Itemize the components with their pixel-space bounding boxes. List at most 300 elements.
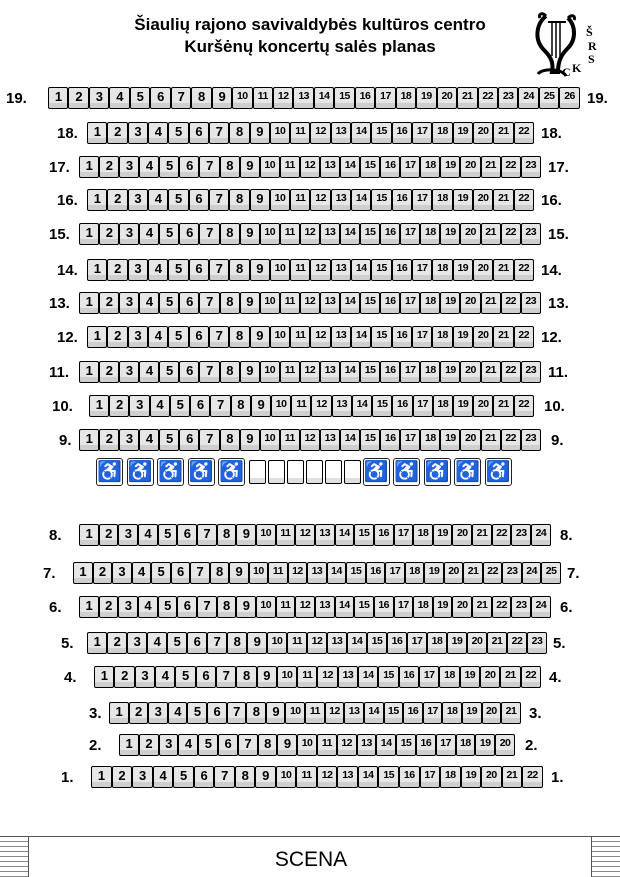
- seat[interactable]: 6: [179, 429, 199, 451]
- seat[interactable]: 14: [358, 766, 379, 788]
- seat[interactable]: 6: [189, 259, 209, 281]
- seat[interactable]: 3: [119, 223, 139, 245]
- seat[interactable]: 8: [227, 632, 247, 654]
- seat[interactable]: 15: [371, 259, 391, 281]
- seat[interactable]: 16: [416, 734, 436, 756]
- seat[interactable]: 4: [132, 562, 152, 584]
- wheelchair-icon[interactable]: ♿: [218, 458, 245, 486]
- seat[interactable]: 7: [209, 259, 229, 281]
- seat[interactable]: 4: [153, 766, 174, 788]
- seat[interactable]: 13: [357, 734, 377, 756]
- seat[interactable]: 3: [135, 666, 155, 688]
- seat[interactable]: 1: [79, 596, 99, 618]
- seat[interactable]: 14: [358, 666, 378, 688]
- seat[interactable]: 7: [199, 156, 219, 178]
- seat[interactable]: 2: [93, 562, 113, 584]
- seat[interactable]: 9: [250, 259, 270, 281]
- seat[interactable]: 20: [444, 562, 464, 584]
- seat[interactable]: 11: [290, 122, 310, 144]
- seat[interactable]: 16: [392, 395, 412, 417]
- seat[interactable]: 20: [437, 87, 457, 109]
- seat[interactable]: 24: [522, 562, 542, 584]
- seat[interactable]: 17: [385, 562, 405, 584]
- seat[interactable]: 20: [460, 223, 480, 245]
- seat[interactable]: 21: [472, 596, 492, 618]
- seat[interactable]: 14: [335, 596, 355, 618]
- seat[interactable]: 5: [159, 429, 179, 451]
- seat[interactable]: 2: [114, 666, 134, 688]
- seat[interactable]: 11: [305, 702, 325, 724]
- seat[interactable]: 12: [288, 562, 308, 584]
- seat[interactable]: 4: [178, 734, 198, 756]
- seat[interactable]: 9: [212, 87, 232, 109]
- seat[interactable]: 10: [232, 87, 252, 109]
- seat[interactable]: 11: [291, 395, 311, 417]
- seat[interactable]: 8: [210, 562, 230, 584]
- seat[interactable]: 15: [354, 596, 374, 618]
- seat[interactable]: 5: [168, 326, 188, 348]
- seat[interactable]: 14: [351, 259, 371, 281]
- seat[interactable]: 6: [218, 734, 238, 756]
- seat[interactable]: 6: [189, 326, 209, 348]
- empty-seat[interactable]: [344, 460, 361, 484]
- seat[interactable]: 23: [521, 156, 541, 178]
- seat[interactable]: 12: [307, 632, 327, 654]
- seat[interactable]: 18: [456, 734, 476, 756]
- wheelchair-icon[interactable]: ♿: [127, 458, 154, 486]
- wheelchair-icon[interactable]: ♿: [424, 458, 451, 486]
- seat[interactable]: 14: [340, 156, 360, 178]
- seat[interactable]: 10: [276, 766, 297, 788]
- seat[interactable]: 11: [290, 259, 310, 281]
- seat[interactable]: 2: [99, 596, 119, 618]
- seat[interactable]: 19: [462, 702, 482, 724]
- seat[interactable]: 18: [433, 395, 453, 417]
- seat[interactable]: 26: [559, 87, 579, 109]
- seat[interactable]: 10: [270, 122, 290, 144]
- seat[interactable]: 22: [514, 395, 534, 417]
- seat[interactable]: 8: [258, 734, 278, 756]
- seat[interactable]: 4: [148, 189, 168, 211]
- seat[interactable]: 16: [374, 524, 394, 546]
- seat[interactable]: 10: [256, 524, 276, 546]
- seat[interactable]: 10: [260, 429, 280, 451]
- seat[interactable]: 6: [190, 395, 210, 417]
- seat[interactable]: 21: [481, 361, 501, 383]
- seat[interactable]: 8: [220, 429, 240, 451]
- seat[interactable]: 9: [251, 395, 271, 417]
- seat[interactable]: 18: [439, 666, 459, 688]
- seat[interactable]: 17: [400, 361, 420, 383]
- seat[interactable]: 21: [493, 395, 513, 417]
- seat[interactable]: 19: [416, 87, 436, 109]
- seat[interactable]: 8: [217, 596, 237, 618]
- wheelchair-icon[interactable]: ♿: [157, 458, 184, 486]
- seat[interactable]: 11: [280, 156, 300, 178]
- seat[interactable]: 22: [501, 223, 521, 245]
- seat[interactable]: 17: [436, 734, 456, 756]
- seat[interactable]: 17: [400, 292, 420, 314]
- seat[interactable]: 1: [87, 189, 107, 211]
- seat[interactable]: 2: [68, 87, 88, 109]
- seat[interactable]: 21: [481, 429, 501, 451]
- seat[interactable]: 9: [229, 562, 249, 584]
- seat[interactable]: 22: [514, 259, 534, 281]
- seat[interactable]: 15: [346, 562, 366, 584]
- seat[interactable]: 4: [138, 524, 158, 546]
- seat[interactable]: 17: [419, 666, 439, 688]
- seat[interactable]: 21: [457, 87, 477, 109]
- seat[interactable]: 16: [374, 596, 394, 618]
- seat[interactable]: 10: [297, 734, 317, 756]
- seat[interactable]: 19: [433, 524, 453, 546]
- seat[interactable]: 11: [317, 734, 337, 756]
- seat[interactable]: 18: [432, 189, 452, 211]
- seat[interactable]: 18: [432, 122, 452, 144]
- seat[interactable]: 22: [501, 156, 521, 178]
- seat[interactable]: 8: [229, 326, 249, 348]
- seat[interactable]: 7: [197, 596, 217, 618]
- seat[interactable]: 5: [168, 259, 188, 281]
- seat[interactable]: 6: [177, 596, 197, 618]
- wheelchair-icon[interactable]: ♿: [454, 458, 481, 486]
- seat[interactable]: 2: [129, 702, 149, 724]
- seat[interactable]: 9: [236, 524, 256, 546]
- seat[interactable]: 8: [229, 259, 249, 281]
- seat[interactable]: 1: [79, 223, 99, 245]
- seat[interactable]: 20: [481, 766, 502, 788]
- seat[interactable]: 2: [112, 766, 133, 788]
- seat[interactable]: 16: [366, 562, 386, 584]
- seat[interactable]: 3: [128, 326, 148, 348]
- seat[interactable]: 4: [139, 361, 159, 383]
- seat[interactable]: 7: [199, 361, 219, 383]
- seat[interactable]: 8: [229, 189, 249, 211]
- seat[interactable]: 13: [320, 429, 340, 451]
- seat[interactable]: 25: [541, 562, 561, 584]
- seat[interactable]: 21: [493, 326, 513, 348]
- seat[interactable]: 1: [79, 156, 99, 178]
- seat[interactable]: 9: [255, 766, 276, 788]
- seat[interactable]: 16: [380, 292, 400, 314]
- seat[interactable]: 15: [360, 429, 380, 451]
- seat[interactable]: 14: [314, 87, 334, 109]
- seat[interactable]: 3: [119, 156, 139, 178]
- seat[interactable]: 18: [432, 259, 452, 281]
- seat[interactable]: 5: [173, 766, 194, 788]
- seat[interactable]: 15: [360, 361, 380, 383]
- seat[interactable]: 14: [340, 223, 360, 245]
- seat[interactable]: 22: [492, 524, 512, 546]
- seat[interactable]: 9: [247, 632, 267, 654]
- seat[interactable]: 6: [177, 524, 197, 546]
- seat[interactable]: 7: [227, 702, 247, 724]
- seat[interactable]: 21: [463, 562, 483, 584]
- seat[interactable]: 5: [198, 734, 218, 756]
- seat[interactable]: 5: [167, 632, 187, 654]
- seat[interactable]: 7: [197, 524, 217, 546]
- seat[interactable]: 17: [394, 596, 414, 618]
- seat[interactable]: 14: [351, 326, 371, 348]
- seat[interactable]: 10: [249, 562, 269, 584]
- seat[interactable]: 2: [99, 524, 119, 546]
- wheelchair-icon[interactable]: ♿: [363, 458, 390, 486]
- seat[interactable]: 16: [387, 632, 407, 654]
- seat[interactable]: 13: [307, 562, 327, 584]
- seat[interactable]: 10: [260, 156, 280, 178]
- seat[interactable]: 8: [217, 524, 237, 546]
- seat[interactable]: 5: [175, 666, 195, 688]
- seat[interactable]: 20: [473, 259, 493, 281]
- seat[interactable]: 14: [352, 395, 372, 417]
- seat[interactable]: 23: [502, 562, 522, 584]
- seat[interactable]: 8: [236, 666, 256, 688]
- seat[interactable]: 13: [320, 223, 340, 245]
- seat[interactable]: 20: [480, 666, 500, 688]
- seat[interactable]: 5: [158, 524, 178, 546]
- seat[interactable]: 22: [514, 189, 534, 211]
- seat[interactable]: 4: [139, 223, 159, 245]
- seat[interactable]: 22: [522, 766, 543, 788]
- seat[interactable]: 9: [250, 326, 270, 348]
- seat[interactable]: 2: [107, 259, 127, 281]
- empty-seat[interactable]: [268, 460, 285, 484]
- seat[interactable]: 19: [475, 734, 495, 756]
- seat[interactable]: 7: [210, 395, 230, 417]
- seat[interactable]: 19: [453, 122, 473, 144]
- seat[interactable]: 20: [460, 156, 480, 178]
- seat[interactable]: 19: [447, 632, 467, 654]
- seat[interactable]: 17: [407, 632, 427, 654]
- seat[interactable]: 18: [420, 429, 440, 451]
- seat[interactable]: 6: [189, 189, 209, 211]
- seat[interactable]: 7: [209, 326, 229, 348]
- seat[interactable]: 13: [344, 702, 364, 724]
- seat[interactable]: 10: [271, 395, 291, 417]
- seat[interactable]: 6: [150, 87, 170, 109]
- seat[interactable]: 14: [340, 292, 360, 314]
- seat[interactable]: 8: [220, 223, 240, 245]
- seat[interactable]: 4: [139, 292, 159, 314]
- seat[interactable]: 1: [48, 87, 68, 109]
- seat[interactable]: 1: [119, 734, 139, 756]
- empty-seat[interactable]: [249, 460, 266, 484]
- seat[interactable]: 10: [267, 632, 287, 654]
- seat[interactable]: 23: [511, 596, 531, 618]
- seat[interactable]: 7: [209, 122, 229, 144]
- seat[interactable]: 7: [209, 189, 229, 211]
- seat[interactable]: 14: [364, 702, 384, 724]
- seat[interactable]: 1: [87, 122, 107, 144]
- seat[interactable]: 10: [270, 189, 290, 211]
- seat[interactable]: 11: [280, 223, 300, 245]
- seat[interactable]: 16: [392, 189, 412, 211]
- seat[interactable]: 13: [331, 326, 351, 348]
- seat[interactable]: 17: [394, 524, 414, 546]
- seat[interactable]: 2: [99, 223, 119, 245]
- seat[interactable]: 7: [216, 666, 236, 688]
- seat[interactable]: 2: [107, 189, 127, 211]
- seat[interactable]: 2: [139, 734, 159, 756]
- seat[interactable]: 20: [452, 596, 472, 618]
- seat[interactable]: 6: [179, 223, 199, 245]
- seat[interactable]: 7: [190, 562, 210, 584]
- seat[interactable]: 2: [99, 292, 119, 314]
- seat[interactable]: 21: [493, 122, 513, 144]
- seat[interactable]: 13: [338, 666, 358, 688]
- seat[interactable]: 21: [502, 766, 523, 788]
- seat[interactable]: 16: [403, 702, 423, 724]
- seat[interactable]: 4: [139, 156, 159, 178]
- seat[interactable]: 11: [268, 562, 288, 584]
- seat[interactable]: 24: [531, 524, 551, 546]
- seat[interactable]: 19: [433, 596, 453, 618]
- seat[interactable]: 21: [481, 156, 501, 178]
- seat[interactable]: 20: [460, 361, 480, 383]
- seat[interactable]: 11: [290, 326, 310, 348]
- seat[interactable]: 13: [315, 596, 335, 618]
- seat[interactable]: 15: [360, 156, 380, 178]
- seat[interactable]: 18: [440, 766, 461, 788]
- seat[interactable]: 22: [507, 632, 527, 654]
- seat[interactable]: 17: [400, 429, 420, 451]
- seat[interactable]: 8: [235, 766, 256, 788]
- seat[interactable]: 17: [375, 87, 395, 109]
- seat[interactable]: 1: [79, 524, 99, 546]
- seat[interactable]: 3: [159, 734, 179, 756]
- seat[interactable]: 16: [392, 122, 412, 144]
- seat[interactable]: 13: [293, 87, 313, 109]
- seat[interactable]: 10: [260, 361, 280, 383]
- seat[interactable]: 23: [498, 87, 518, 109]
- seat[interactable]: 9: [250, 122, 270, 144]
- wheelchair-icon[interactable]: ♿: [96, 458, 123, 486]
- seat[interactable]: 22: [483, 562, 503, 584]
- seat[interactable]: 19: [440, 292, 460, 314]
- seat[interactable]: 5: [168, 189, 188, 211]
- seat[interactable]: 21: [493, 259, 513, 281]
- seat[interactable]: 14: [351, 122, 371, 144]
- seat[interactable]: 20: [467, 632, 487, 654]
- seat[interactable]: 1: [79, 361, 99, 383]
- seat[interactable]: 10: [260, 292, 280, 314]
- seat[interactable]: 19: [440, 361, 460, 383]
- seat[interactable]: 6: [187, 632, 207, 654]
- seat[interactable]: 9: [257, 666, 277, 688]
- seat[interactable]: 23: [527, 632, 547, 654]
- seat[interactable]: 14: [335, 524, 355, 546]
- seat[interactable]: 6: [196, 666, 216, 688]
- seat[interactable]: 2: [99, 429, 119, 451]
- seat[interactable]: 10: [277, 666, 297, 688]
- seat[interactable]: 3: [119, 429, 139, 451]
- seat[interactable]: 12: [295, 596, 315, 618]
- seat[interactable]: 5: [159, 361, 179, 383]
- seat[interactable]: 15: [371, 122, 391, 144]
- seat[interactable]: 18: [396, 87, 416, 109]
- seat[interactable]: 2: [107, 326, 127, 348]
- seat[interactable]: 12: [337, 734, 357, 756]
- seat[interactable]: 12: [300, 292, 320, 314]
- seat[interactable]: 6: [194, 766, 215, 788]
- seat[interactable]: 3: [127, 632, 147, 654]
- seat[interactable]: 2: [99, 361, 119, 383]
- seat[interactable]: 15: [360, 223, 380, 245]
- seat[interactable]: 13: [327, 632, 347, 654]
- seat[interactable]: 10: [270, 259, 290, 281]
- seat[interactable]: 7: [199, 292, 219, 314]
- seat[interactable]: 15: [367, 632, 387, 654]
- seat[interactable]: 13: [331, 122, 351, 144]
- seat[interactable]: 9: [240, 223, 260, 245]
- empty-seat[interactable]: [325, 460, 342, 484]
- seat[interactable]: 9: [250, 189, 270, 211]
- seat[interactable]: 19: [453, 326, 473, 348]
- seat[interactable]: 19: [440, 156, 460, 178]
- seat[interactable]: 16: [380, 429, 400, 451]
- seat[interactable]: 14: [340, 429, 360, 451]
- seat[interactable]: 3: [119, 361, 139, 383]
- seat[interactable]: 1: [79, 292, 99, 314]
- seat[interactable]: 6: [207, 702, 227, 724]
- seat[interactable]: 4: [148, 122, 168, 144]
- seat[interactable]: 18: [432, 326, 452, 348]
- seat[interactable]: 19: [440, 429, 460, 451]
- seat[interactable]: 19: [461, 766, 482, 788]
- seat[interactable]: 10: [256, 596, 276, 618]
- seat[interactable]: 12: [300, 429, 320, 451]
- seat[interactable]: 4: [109, 87, 129, 109]
- seat[interactable]: 11: [280, 429, 300, 451]
- seat[interactable]: 1: [87, 259, 107, 281]
- seat[interactable]: 15: [360, 292, 380, 314]
- seat[interactable]: 12: [317, 666, 337, 688]
- seat[interactable]: 17: [400, 223, 420, 245]
- seat[interactable]: 11: [297, 666, 317, 688]
- seat[interactable]: 13: [320, 361, 340, 383]
- seat[interactable]: 20: [495, 734, 515, 756]
- seat[interactable]: 20: [473, 395, 493, 417]
- seat[interactable]: 3: [128, 259, 148, 281]
- seat[interactable]: 3: [119, 292, 139, 314]
- seat[interactable]: 17: [420, 766, 441, 788]
- seat[interactable]: 16: [380, 223, 400, 245]
- seat[interactable]: 15: [396, 734, 416, 756]
- seat[interactable]: 5: [159, 292, 179, 314]
- seat[interactable]: 19: [440, 223, 460, 245]
- seat[interactable]: 11: [290, 189, 310, 211]
- seat[interactable]: 5: [158, 596, 178, 618]
- seat[interactable]: 18: [405, 562, 425, 584]
- seat[interactable]: 13: [320, 156, 340, 178]
- seat[interactable]: 15: [378, 766, 399, 788]
- seat[interactable]: 2: [107, 632, 127, 654]
- seat[interactable]: 12: [325, 702, 345, 724]
- seat[interactable]: 16: [399, 766, 420, 788]
- seat[interactable]: 21: [481, 223, 501, 245]
- seat[interactable]: 1: [79, 429, 99, 451]
- seat[interactable]: 13: [337, 766, 358, 788]
- seat[interactable]: 5: [187, 702, 207, 724]
- seat[interactable]: 15: [378, 666, 398, 688]
- seat[interactable]: 2: [107, 122, 127, 144]
- seat[interactable]: 4: [147, 632, 167, 654]
- seat[interactable]: 13: [332, 395, 352, 417]
- seat[interactable]: 15: [334, 87, 354, 109]
- seat[interactable]: 4: [168, 702, 188, 724]
- seat[interactable]: 4: [148, 259, 168, 281]
- seat[interactable]: 19: [453, 259, 473, 281]
